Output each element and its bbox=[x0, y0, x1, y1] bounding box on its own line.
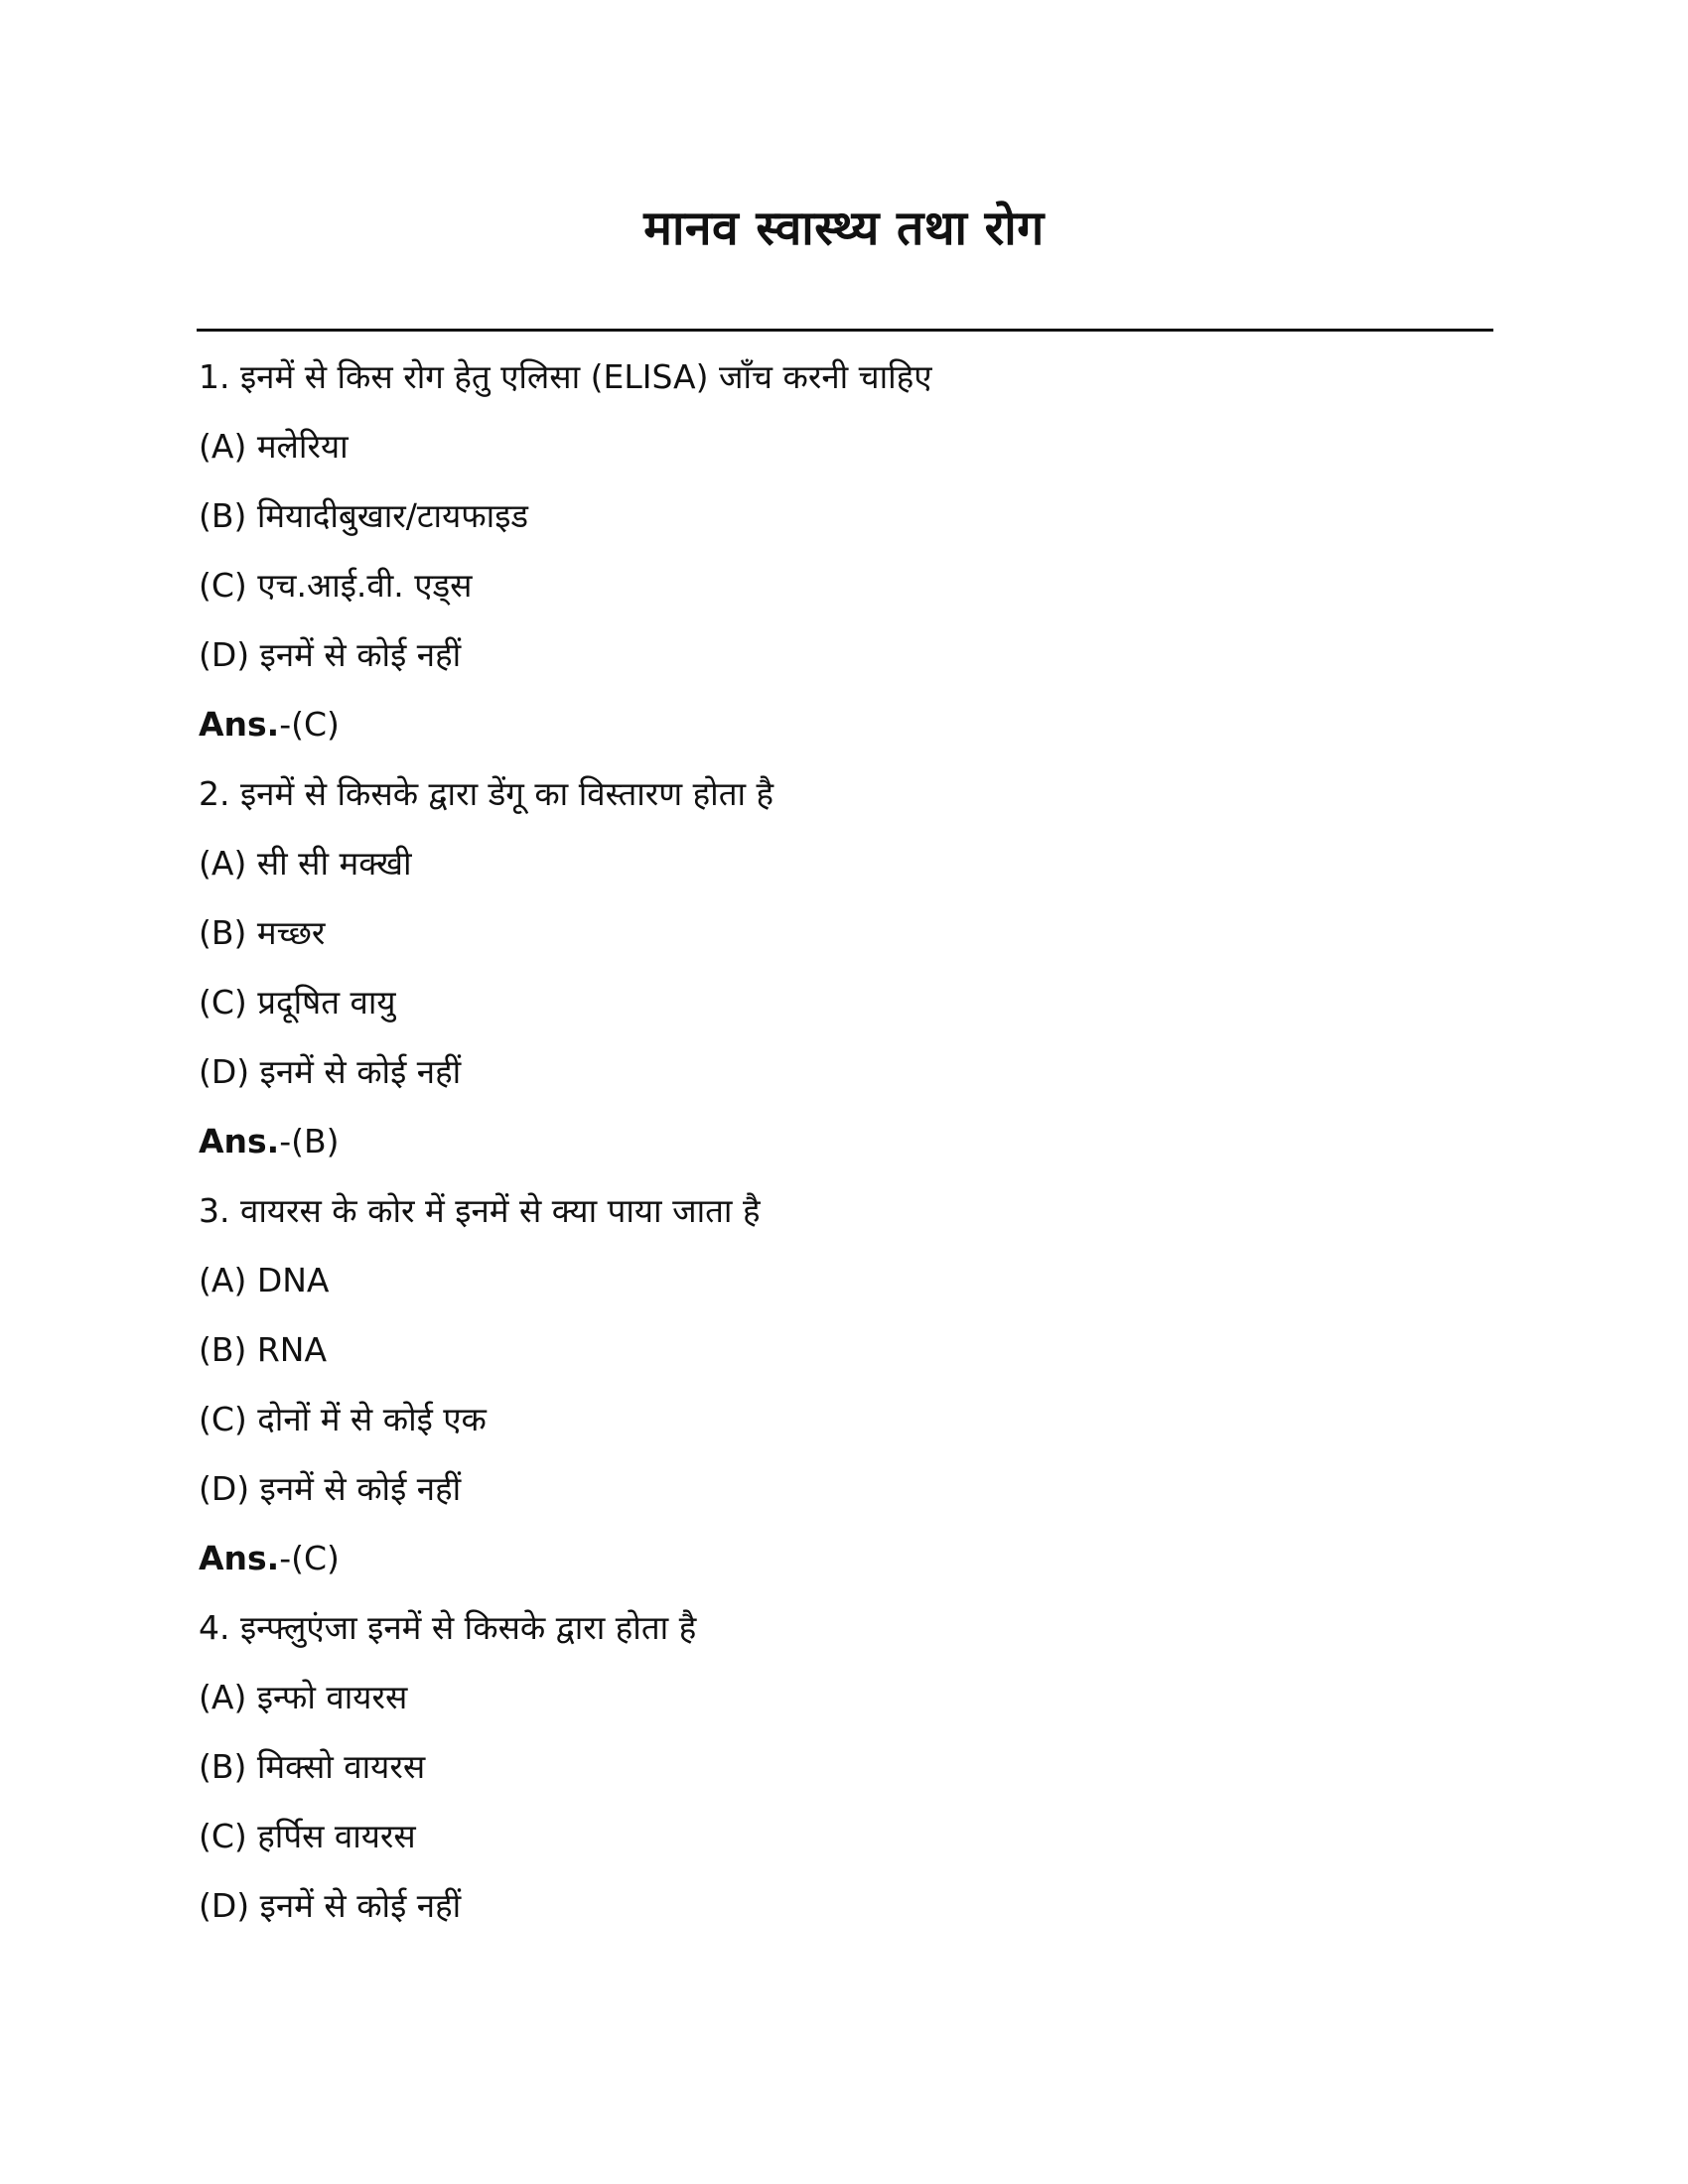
question-3-option-a: (A) DNA bbox=[199, 1261, 330, 1299]
question-2-option-d: (D) इनमें से कोई नहीं bbox=[199, 1052, 462, 1091]
question-1-option-c: (C) एच.आई.वी. एड्स bbox=[199, 566, 473, 605]
question-2-answer bbox=[199, 1107, 1489, 1176]
question-4-text: 4. इन्फ्लुएंजा इनमें से किसके द्वारा होता है bbox=[199, 1608, 697, 1647]
question-list bbox=[199, 342, 1489, 1941]
question-1-text: 1. इनमें से किस रोग हेतु एलिसा (ELISA) जाँच करनी चाहिए bbox=[199, 357, 932, 396]
question-3-option-d: (D) इनमें से कोई नहीं bbox=[199, 1469, 462, 1508]
question-4-option-b: (B) मिक्सो वायरस bbox=[199, 1747, 426, 1786]
question-3-option-b: (B) RNA bbox=[199, 1330, 328, 1369]
page-title: मानव स्वास्थ्य तथा रोग bbox=[643, 201, 1045, 256]
question-1-answer bbox=[199, 690, 1489, 759]
question-1-option-d: (D) इनमें से कोई नहीं bbox=[199, 635, 462, 674]
question-1-option-a: (A) मलेरिया bbox=[199, 427, 349, 466]
question-4-option-d: (D) इनमें से कोई नहीं bbox=[199, 1886, 462, 1925]
answer-value: -(B) bbox=[279, 1122, 340, 1160]
question-2-option-b: (B) मच्छर bbox=[199, 913, 326, 952]
answer-label: Ans. bbox=[199, 705, 280, 744]
answer-label: Ans. bbox=[199, 1539, 280, 1577]
question-3-answer bbox=[199, 1524, 1489, 1593]
question-2-option-c: (C) प्रदूषित वायु bbox=[199, 983, 396, 1022]
question-1-option-b: (B) मियादीबुखार/टायफाइड bbox=[199, 496, 529, 535]
question-4-option-a: (A) इन्फो वायरस bbox=[199, 1678, 408, 1716]
answer-value: -(C) bbox=[279, 705, 340, 744]
question-3-text: 3. वायरस के कोर में इनमें से क्या पाया जाता है bbox=[199, 1191, 761, 1230]
answer-label: Ans. bbox=[199, 1122, 280, 1160]
question-2-text: 2. इनमें से किसके द्वारा डेंगू का विस्तारण होता है bbox=[199, 774, 774, 813]
title-divider bbox=[197, 329, 1493, 332]
question-3-option-c: (C) दोनों में से कोई एक bbox=[199, 1400, 487, 1438]
question-4-option-c: (C) हर्पिस वायरस bbox=[199, 1817, 416, 1855]
answer-value: -(C) bbox=[279, 1539, 340, 1577]
question-2-option-a: (A) सी सी मक्खी bbox=[199, 844, 412, 883]
